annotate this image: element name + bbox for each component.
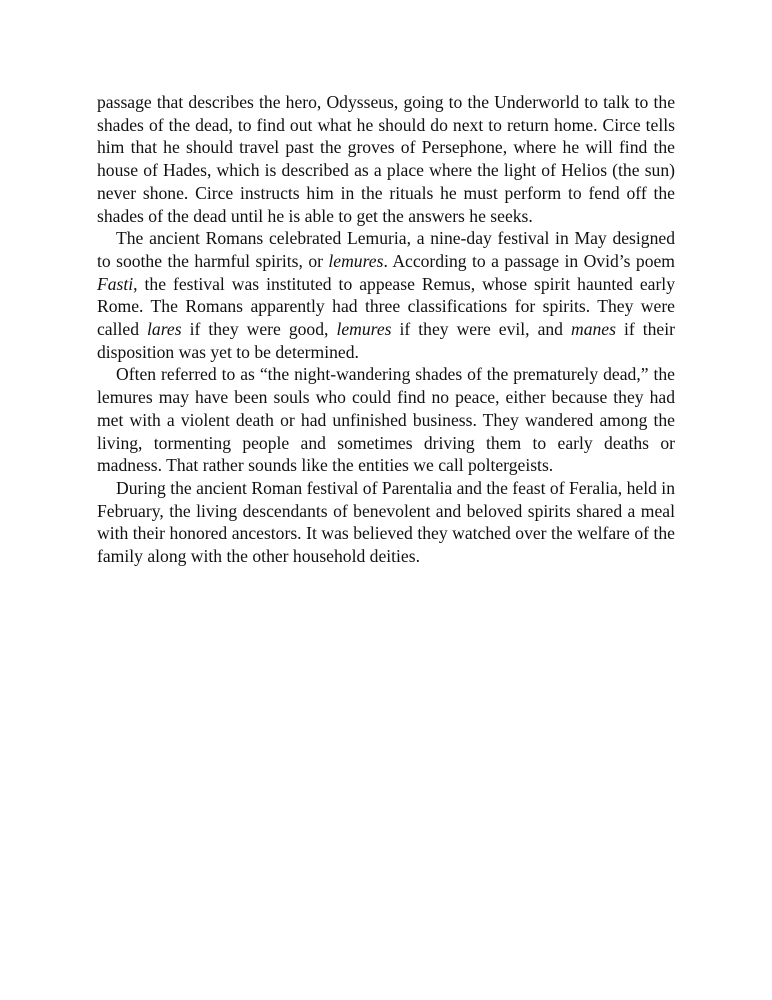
text-run: if they were good, [181, 319, 337, 340]
italic-term-lemures: lemures [328, 250, 384, 271]
text-run: The ancient Romans celebrated Lemuria, a nine-day festival in May designed to soothe the harmful spirits, or [97, 228, 675, 271]
document-page [97, 91, 675, 568]
text-run: if their disposition was yet to be determined. [97, 319, 675, 362]
text-run: , the festival was instituted to appease Remus, whose spirit haunted early Rome. The Romans apparently had three classifications for spirits. They were called [97, 273, 675, 340]
italic-term-lares: lares [147, 319, 182, 340]
italic-term-lemures: lemures [336, 319, 392, 340]
paragraph-parentalia-feralia [97, 477, 675, 568]
text-run: . According to a passage in Ovid’s poem [383, 250, 675, 271]
italic-term-manes: manes [570, 319, 616, 340]
paragraph-lemuria [97, 227, 675, 363]
text-run: passage that describes the hero, Odysseus, going to the Underworld to talk to the shades of the dead, to find out what he should do next to return home. Circe tells him that he should travel past the groves of Persephone, where he will find the house of Hades, which is described as a place where the light of Helios (the sun) never shone. Circe instructs him in the rituals he must perform to fend off the shades of the dead until he is able to get the answers he seeks. [97, 92, 675, 226]
italic-title-fasti: Fasti [97, 273, 134, 294]
text-run: Often referred to as “the night-wandering shades of the prematurely dead,” the lemures may have been souls who could find no peace, either because they had met with a violent death or had unfinished business. They wandered among the living, tormenting people and sometimes driving them to early deaths or madness. That rather sounds like the entities we call poltergeists. [97, 364, 675, 476]
text-run: if they were evil, and [391, 319, 571, 340]
paragraph-night-wandering-shades [97, 363, 675, 477]
paragraph-odysseus-underworld [97, 91, 675, 227]
text-run: During the ancient Roman festival of Parentalia and the feast of Feralia, held in February, the living descendants of benevolent and beloved spirits shared a meal with their honored ancestors. It was believed they watched over the welfare of the family along with the other household deities. [97, 477, 675, 567]
